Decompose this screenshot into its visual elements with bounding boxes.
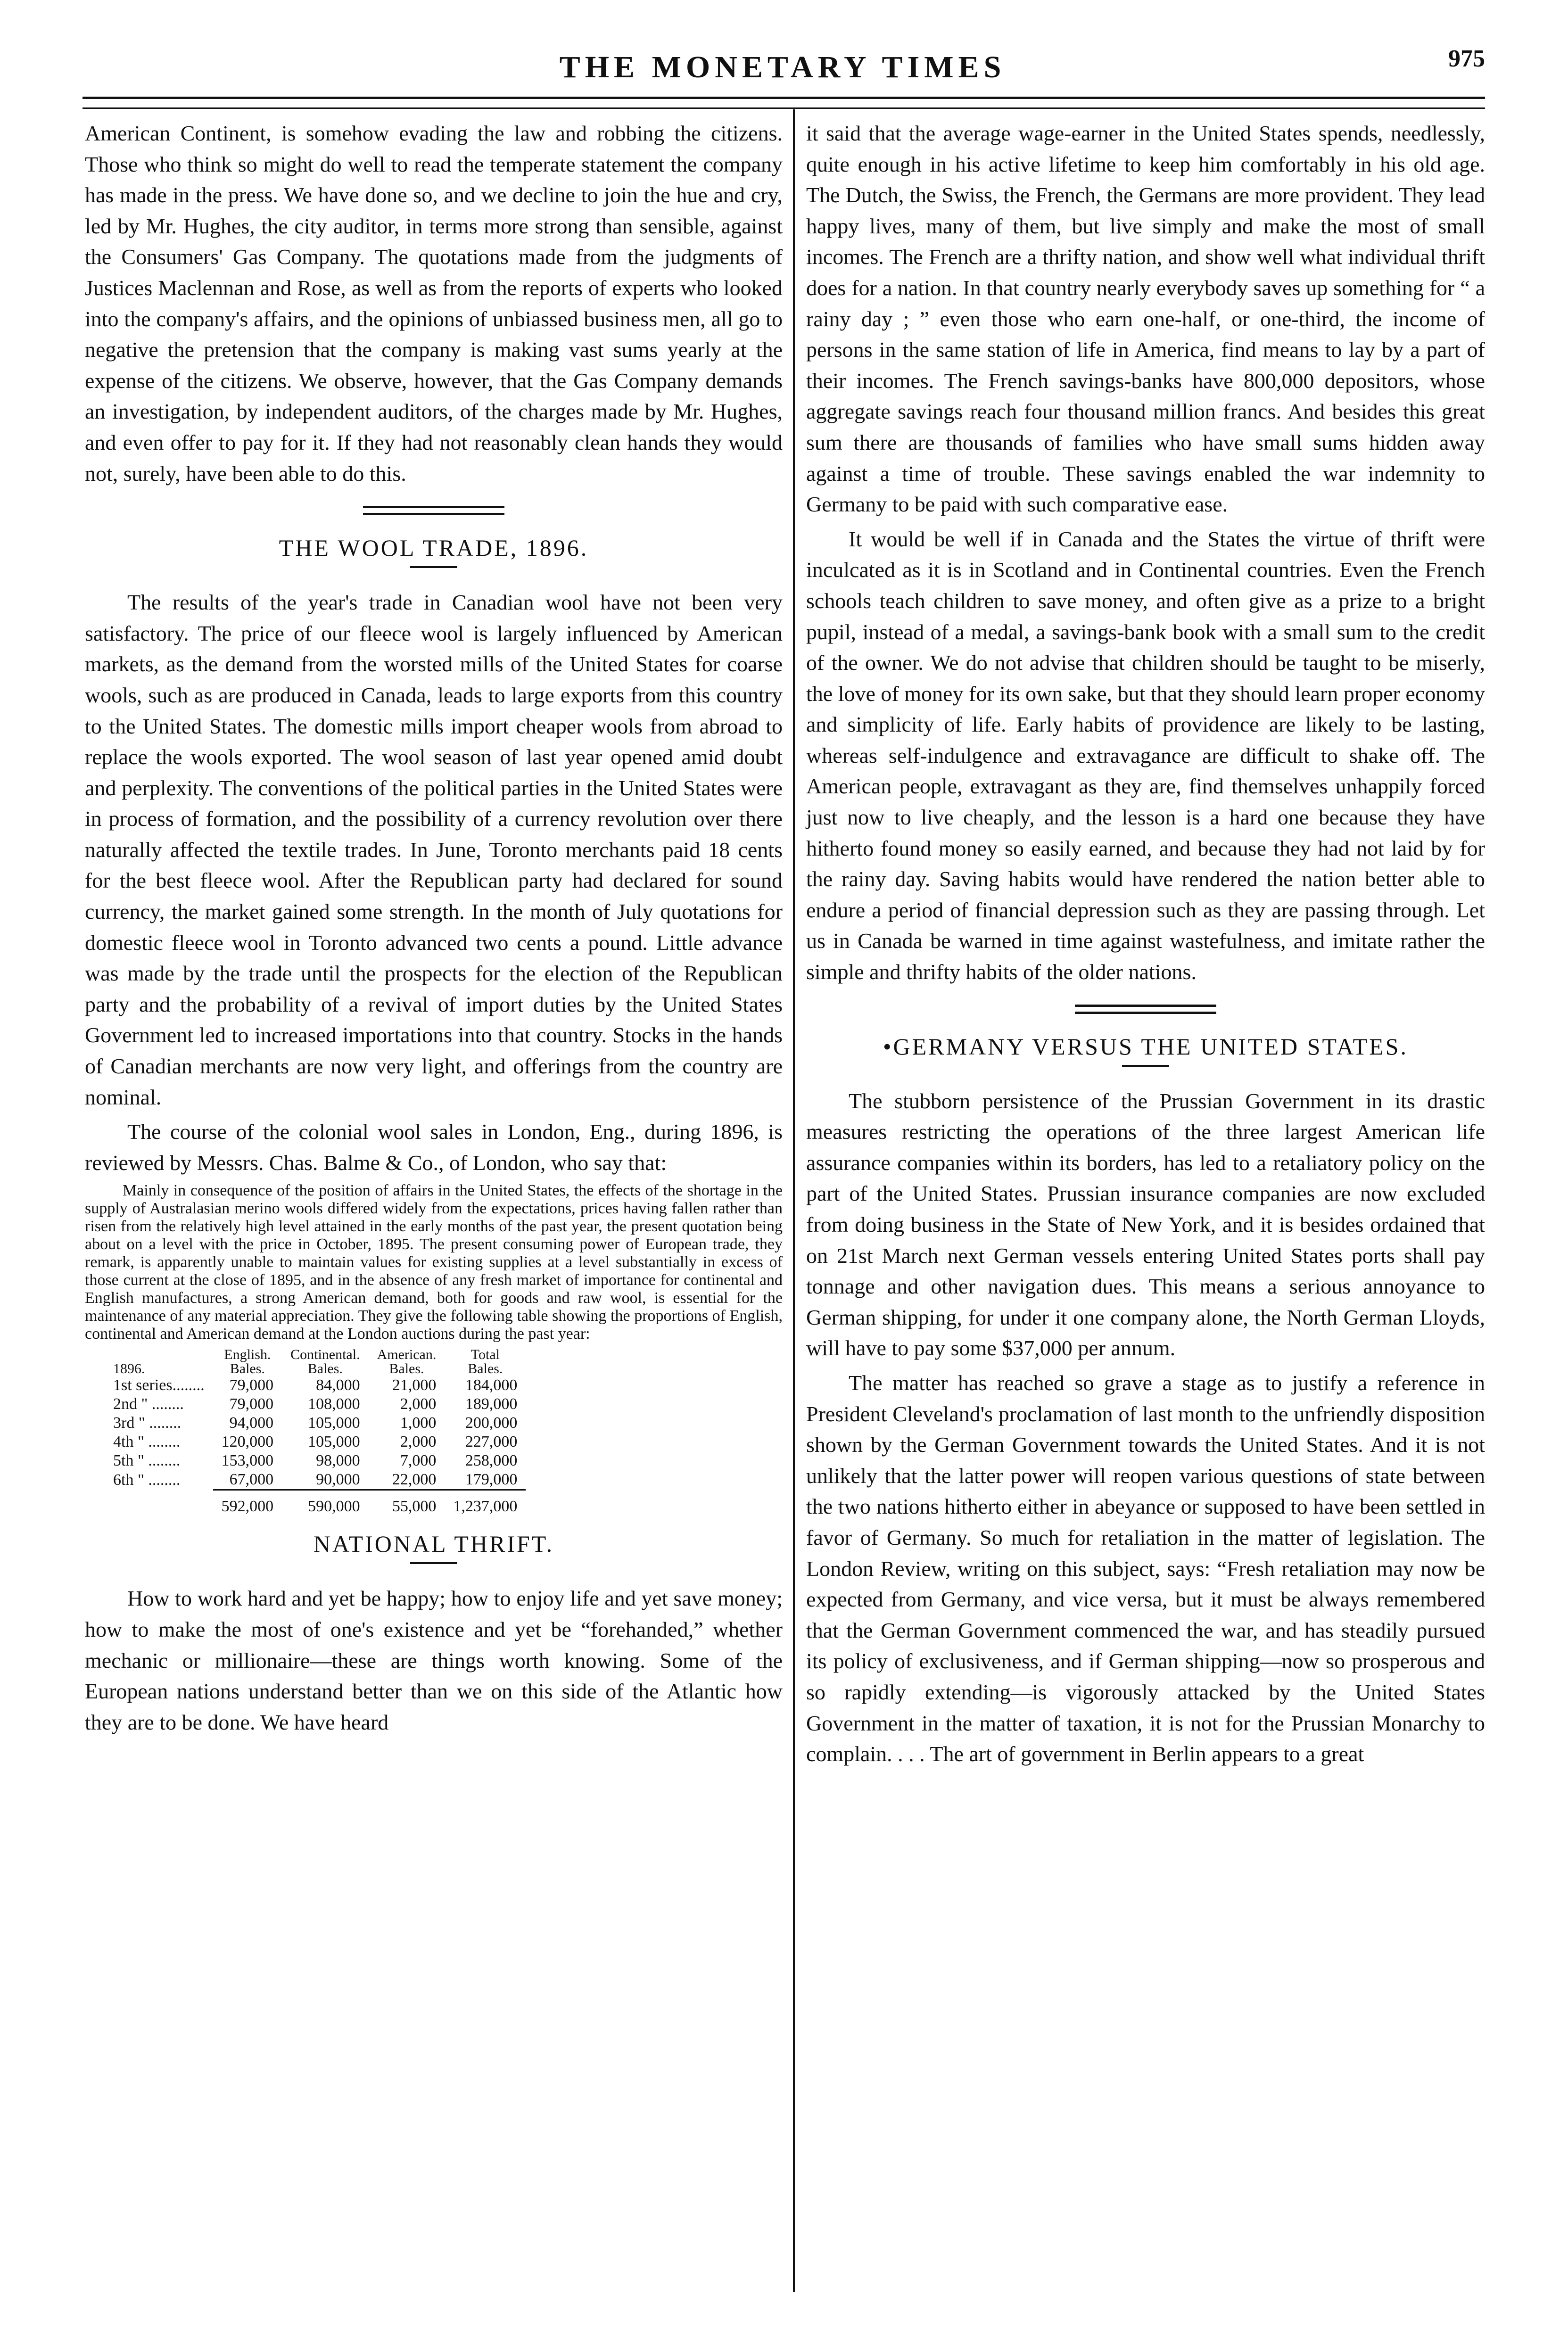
table-row: 6th " ........ 67,000 90,000 22,000 179,000 (113, 1471, 518, 1489)
thrift-paragraph-1: How to work hard and yet be happy; how to enjoy life and yet save money; how to make the most of one's existence and yet be “forehanded,” whether mechanic or millionaire—these are things worth knowing. Some of the European nations understand better than we on this side of the Atlantic how they are to be done. We have heard (85, 1586, 783, 1734)
table-row: 4th " ........ 120,000 105,000 2,000 227,000 (113, 1433, 518, 1451)
column-header: Continental. Bales. (290, 1347, 360, 1377)
thrift-paragraph-2: It would be well if in Canada and the States the virtue of thrift were inculcated as it is in Scotland and in Continental countries. Even the French schools teach children to save money, and often give as a prize to a bright pupil, instead of a medal, a savings-bank book with a small sum to the credit of the owner. We do not advise that children should be taught to be miserly, the love of money for its own sake, but that they should learn proper economy and simplicity of life. Early habits of providence are likely to be lasting, whereas self-indulgence and extravagance are difficult to shake off. The American people, extravagant as they are, find themselves unhappily forced just now to live cheaply, and the lesson is a hard one because they have hitherto found money so easily earned, and because they had not laid by for the rainy day. Saving habits would have rendered the nation better able to endure a period of financial depression such as they are passing through. Let us in Canada be warned in time against wastefulness, and imitate rather the simple and thrifty habits of the older nations. (806, 527, 1485, 984)
gas-company-paragraph: American Continent, is somehow evading the law and robbing the citizens. Those who think so might do well to read the temperate statement the company has made in the press. We have done so, and we decline to join the hue and cry, led by Mr. Hughes, the city auditor, in terms more strong than sensible, against the Consumers' Gas Company. The quotations made from the judgments of Justices Maclennan and Rose, as well as from the reports of experts who looked into the company's affairs, and the opinions of unbiassed business men, all go to negative the pretension that the company is making vast sums yearly at the expense of the citizens. We observe, however, that the Gas Company demands an investigation, by independent auditors, of the charges made by Mr. Hughes, and even offer to pay for it. If they had not reasonably clean hands they would not, surely, have been able to do this. (85, 121, 783, 486)
table-header-row (113, 1348, 526, 1376)
column-separator (793, 109, 795, 2292)
section-divider (363, 506, 504, 515)
column-header: Total Bales. (468, 1347, 503, 1377)
page-header (80, 45, 1485, 87)
wool-trade-heading: THE WOOL TRADE, 1896. (279, 535, 589, 561)
left-column (85, 118, 783, 1741)
wool-sales-table (113, 1348, 526, 1516)
header-rule-top (83, 97, 1485, 99)
thrift-continuation: it said that the average wage-earner in the United States spends, needlessly, quite enough in his active lifetime to keep him comfortably in his old age. The Dutch, the Swiss, the French, the Germans are more provident. They lead happy lives, many of them, but live simply and make the most of small incomes. The French are a thrifty nation, and show well what individual thrift does for a nation. In that country nearly everybody saves up something for “ a rainy day ; ” even those who earn one-half, or one-third, the income of persons in the same station of life in America, find means to lay by a part of their incomes. The French savings-banks have 800,000 depositors, whose aggregate savings reach four thousand million francs. And besides this great sum there are thousands of families who have small sums hidden away against a time of trouble. These savings enabled the war indemnity to Germany to be paid with such comparative ease. (806, 121, 1485, 517)
section-divider (1075, 1005, 1216, 1014)
year-label: 1896. (113, 1361, 145, 1377)
germany-paragraph-1: The stubborn persistence of the Prussian Government in its drastic measures restricting the operations of the three largest American life assurance companies within its borders, has led to a retaliatory policy on the part of the United States. Prussian insurance companies are now excluded from doing business in the State of New York, and it is besides ordained that on 21st March next German vessels entering United States ports shall pay tonnage and other navigation dues. This means a serious annoyance to German shipping, for under it one company alone, the North German Lloyds, will have to pay some $37,000 per annum. (806, 1088, 1485, 1360)
header-rule-bottom (83, 107, 1485, 109)
heading-underline (410, 1562, 457, 1564)
wool-paragraph-2: The course of the colonial wool sales in London, Eng., during 1896, is reviewed by Messrs. Chas. Balme & Co., of London, who say that: (85, 1120, 783, 1175)
table-row: 3rd " ........ 94,000 105,000 1,000 200,000 (113, 1414, 518, 1432)
table-total-row: 592,000 590,000 55,000 1,237,000 (113, 1490, 526, 1516)
column-header: American. Bales. (377, 1347, 437, 1377)
table-row: 2nd " ........ 79,000 108,000 2,000 189,000 (113, 1395, 518, 1413)
national-thrift-heading: NATIONAL THRIFT. (313, 1531, 554, 1557)
masthead-title: THE MONETARY TIMES (559, 50, 1006, 84)
germany-heading: •GERMANY VERSUS THE UNITED STATES. (883, 1033, 1408, 1060)
wool-quote-text: Mainly in consequence of the position of affairs in the United States, the effects of the shortage in the supply of Australasian merino wools differed widely from the expectations, prices having fallen rather than risen from the relatively high level attained in the early months of the past year, the present quotation being about on a level with the price in October, 1895. The present consuming power of European trade, they remark, is apparently unable to maintain values for existing supplies at a level substantially in excess of those current at the close of 1895, and in the absence of any fresh market of importance for continental and English manufactures, a strong American demand, both for goods and raw wool, is essential for the maintenance of any material appreciation. They give the following table showing the proportions of English, continental and American demand at the London auctions during the past year: (85, 1182, 783, 1343)
wool-paragraph-1: The results of the year's trade in Canadian wool have not been very satisfactory. The price of our fleece wool is largely influenced by American markets, as the demand from the worsted mills of the United States for coarse wools, such as are produced in Canada, leads to large exports from this country to the United States. The domestic mills import cheaper wools from abroad to replace the wools exported. The wool season of last year opened amid doubt and perplexity. The conventions of the political parties in the United States were in process of formation, and the possibility of a currency revolution over there naturally affected the textile trades. In June, Toronto merchants paid 18 cents for the best fleece wool. After the Republican party had declared for sound currency, the market gained some strength. In the month of July quotations for domestic fleece wool in Toronto advanced two cents a pound. Little advance was made by the trade until the prospects for the election of the Republican party and the probability of a revival of import duties by the United States Government led to increased importations into that country. Stocks in the hands of Canadian merchants are now very light, and offerings from the country are nominal. (85, 590, 783, 1109)
table-row: 5th " ........ 153,000 98,000 7,000 258,000 (113, 1452, 518, 1470)
column-header: English. Bales. (224, 1347, 271, 1377)
wool-quotation (85, 1182, 783, 1343)
right-column (806, 118, 1485, 1773)
table-row: 1st series........ 79,000 84,000 21,000 184,000 (113, 1376, 518, 1394)
page-number: 975 (1448, 45, 1485, 72)
germany-paragraph-2: The matter has reached so grave a stage as to justify a reference in President Cleveland's proclamation of last month to the unfriendly disposition shown by the German Government towards the United States. And it is not unlikely that the latter power will reopen various questions of state between the two nations hitherto either in abeyance or supposed to have been settled in favor of Germany. So much for retaliation in the matter of legislation. The London Review, writing on this subject, says: “Fresh retaliation may now be expected from Germany, and vice versa, but it must be always remembered that the German Government commenced the war, and has steadily pursued its policy of exclusiveness, and if German shipping—now so prosperous and so rapidly extending—is vigorously attacked by the United States Government in the matter of taxation, it is not for the Prussian Monarchy to complain. . . . The art of government in Berlin appears to a great (806, 1370, 1485, 1766)
heading-underline (410, 566, 457, 568)
heading-underline (1122, 1065, 1169, 1067)
